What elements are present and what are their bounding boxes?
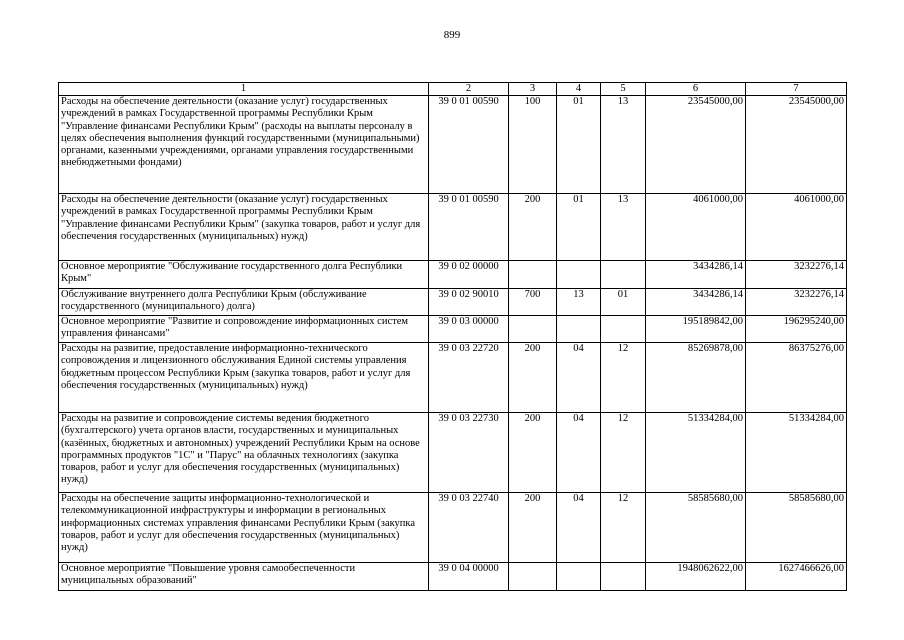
row-amount-6: 1948062622,00	[646, 563, 746, 591]
row-code: 39 0 02 00000	[429, 261, 509, 289]
row-expense-type	[509, 563, 557, 591]
row-section	[557, 563, 601, 591]
row-amount-7: 3232276,14	[746, 289, 847, 316]
column-header-7: 7	[746, 83, 847, 96]
row-section: 13	[557, 289, 601, 316]
row-name: Основное мероприятие "Обслуживание государственного долга Республики Крым"	[59, 261, 429, 289]
row-expense-type: 200	[509, 413, 557, 493]
row-expense-type: 200	[509, 194, 557, 261]
header-row	[59, 83, 847, 96]
budget-table	[58, 82, 847, 591]
row-amount-7: 23545000,00	[746, 96, 847, 194]
page-number: 899	[443, 29, 461, 41]
column-header-3: 3	[509, 83, 557, 96]
row-expense-type: 700	[509, 289, 557, 316]
row-section	[557, 316, 601, 343]
row-amount-6: 3434286,14	[646, 261, 746, 289]
row-name: Расходы на обеспечение деятельности (оказание услуг) государственных учреждений в рамках Государственной программы Республики Крым "Управление финансами Республики Крым" (расходы на выплаты персоналу в целях обеспечения выполнения функций государственными (муниципальными) органами, казенными учреждениями, органами управления государственными внебюджетными фондами)	[59, 96, 429, 194]
column-header-1: 1	[59, 83, 429, 96]
row-subsection: 13	[601, 194, 646, 261]
row-expense-type: 200	[509, 493, 557, 563]
row-amount-6: 51334284,00	[646, 413, 746, 493]
row-subsection: 13	[601, 96, 646, 194]
row-code: 39 0 02 90010	[429, 289, 509, 316]
table-row	[59, 413, 847, 493]
table-row	[59, 96, 847, 194]
row-expense-type: 200	[509, 343, 557, 413]
row-amount-7: 58585680,00	[746, 493, 847, 563]
row-subsection	[601, 316, 646, 343]
row-name: Расходы на развитие и сопровождение системы ведения бюджетного (бухгалтерского) учета органов власти, государственных и муниципальных (казённых, бюджетных и автономных) учреждений Республики Крым на основе программных продуктов "1С" и "Парус" на облачных технологиях (закупка товаров, работ и услуг для обеспечения государственных (муниципальных) нужд)	[59, 413, 429, 493]
row-section: 04	[557, 343, 601, 413]
row-amount-7: 3232276,14	[746, 261, 847, 289]
row-amount-6: 85269878,00	[646, 343, 746, 413]
row-amount-7: 1627466626,00	[746, 563, 847, 591]
row-code: 39 0 01 00590	[429, 96, 509, 194]
column-header-5: 5	[601, 83, 646, 96]
row-expense-type: 100	[509, 96, 557, 194]
row-amount-7: 4061000,00	[746, 194, 847, 261]
table-row	[59, 316, 847, 343]
column-header-6: 6	[646, 83, 746, 96]
row-amount-7: 51334284,00	[746, 413, 847, 493]
table-row	[59, 261, 847, 289]
row-subsection: 12	[601, 343, 646, 413]
row-name: Расходы на обеспечение защиты информационно-технологической и телекоммуникационной инфраструктуры и информации в региональных информационных системах управления финансами Республики Крым (закупка товаров, работ и услуг для обеспечения государственных (муниципальных) нужд)	[59, 493, 429, 563]
row-expense-type	[509, 261, 557, 289]
row-amount-7: 196295240,00	[746, 316, 847, 343]
column-header-2: 2	[429, 83, 509, 96]
row-amount-6: 23545000,00	[646, 96, 746, 194]
row-amount-7: 86375276,00	[746, 343, 847, 413]
table-row	[59, 194, 847, 261]
table-row	[59, 343, 847, 413]
row-subsection	[601, 563, 646, 591]
row-amount-6: 4061000,00	[646, 194, 746, 261]
row-name: Обслуживание внутреннего долга Республики Крым (обслуживание государственного (муниципального) долга)	[59, 289, 429, 316]
row-section: 01	[557, 96, 601, 194]
row-code: 39 0 03 00000	[429, 316, 509, 343]
row-code: 39 0 03 22740	[429, 493, 509, 563]
row-amount-6: 58585680,00	[646, 493, 746, 563]
table-row	[59, 563, 847, 591]
row-subsection: 12	[601, 493, 646, 563]
row-subsection: 01	[601, 289, 646, 316]
row-code: 39 0 04 00000	[429, 563, 509, 591]
row-amount-6: 3434286,14	[646, 289, 746, 316]
row-expense-type	[509, 316, 557, 343]
row-amount-6: 195189842,00	[646, 316, 746, 343]
row-section: 01	[557, 194, 601, 261]
table-row	[59, 289, 847, 316]
row-name: Расходы на развитие, предоставление информационно-технического сопровождения и лицензионного обслуживания Единой системы управления бюджетным процессом Республики Крым (закупка товаров, работ и услуг для обеспечения государственных (муниципальных) нужд)	[59, 343, 429, 413]
row-section	[557, 261, 601, 289]
row-code: 39 0 03 22730	[429, 413, 509, 493]
column-header-4: 4	[557, 83, 601, 96]
row-section: 04	[557, 493, 601, 563]
row-name: Основное мероприятие "Повышение уровня самообеспеченности муниципальных образований"	[59, 563, 429, 591]
table-row	[59, 493, 847, 563]
row-subsection: 12	[601, 413, 646, 493]
row-subsection	[601, 261, 646, 289]
row-code: 39 0 01 00590	[429, 194, 509, 261]
row-code: 39 0 03 22720	[429, 343, 509, 413]
row-name: Основное мероприятие "Развитие и сопровождение информационных систем управления финансами"	[59, 316, 429, 343]
row-name: Расходы на обеспечение деятельности (оказание услуг) государственных учреждений в рамках Государственной программы Республики Крым "Управление финансами Республики Крым" (закупка товаров, работ и услуг для обеспечения государственных (муниципальных) нужд)	[59, 194, 429, 261]
row-section: 04	[557, 413, 601, 493]
